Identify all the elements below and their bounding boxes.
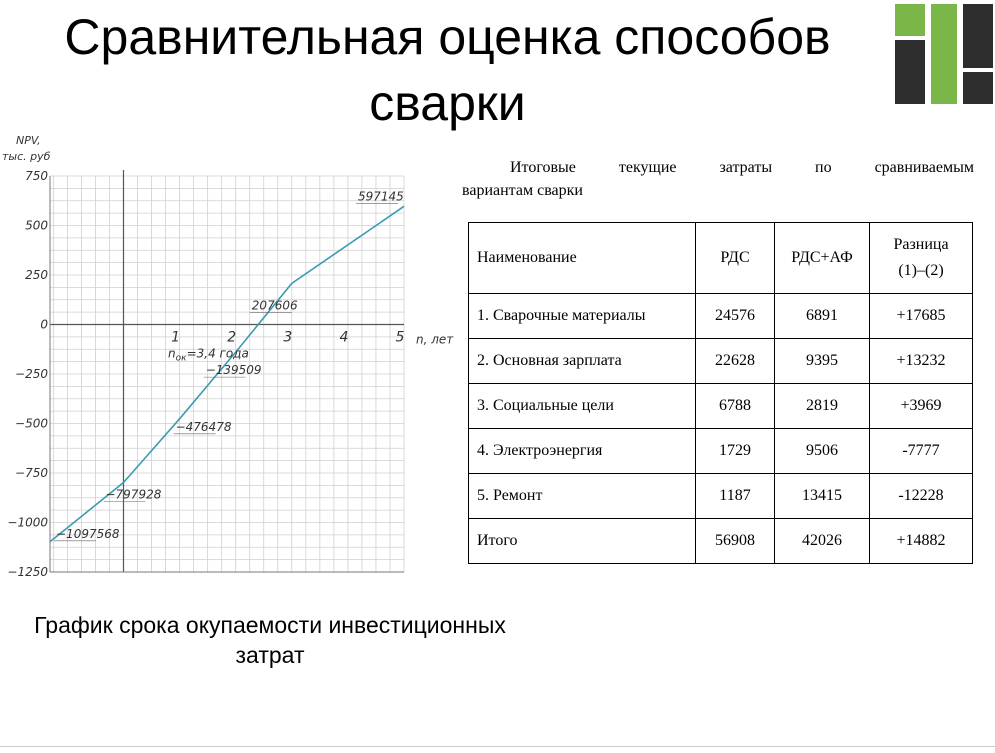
cell-rds-af: 6891 (775, 294, 870, 339)
logo-block-right-top (963, 4, 993, 68)
cell-name: 3. Социальные цели (469, 384, 696, 429)
institution-logo-icon (893, 2, 995, 106)
payback-label: $n_{ок}=3,4$ года (168, 346, 249, 364)
x-tick-label: 2 (227, 329, 237, 346)
cell-diff: +3969 (870, 384, 973, 429)
table-row (469, 339, 973, 384)
cell-rds-af: 42026 (775, 519, 870, 564)
cell-diff: +13232 (870, 339, 973, 384)
header-diff-line2: (1)–(2) (898, 262, 944, 279)
slide-title-line2: сварки (369, 75, 526, 131)
cell-diff: -7777 (870, 429, 973, 474)
cell-rds: 1729 (696, 429, 775, 474)
logo-block-left-top (895, 4, 925, 36)
y-tick-label: 0 (40, 317, 48, 332)
cell-name: 1. Сварочные материалы (469, 294, 696, 339)
y-tick-label: −500 (15, 416, 48, 431)
logo-block-middle (931, 4, 957, 104)
table-row-total (469, 519, 973, 564)
table-intro (462, 156, 974, 202)
table-row (469, 429, 973, 474)
slide-title (0, 4, 895, 136)
x-tick-label: 1 (171, 329, 181, 346)
cell-rds: 1187 (696, 474, 775, 519)
logo-block-left-bottom (895, 40, 925, 104)
cell-rds: 22628 (696, 339, 775, 384)
table-intro-line2: вариантам сварки (462, 182, 583, 199)
y-tick-label: −750 (15, 466, 48, 480)
cell-rds-af: 9506 (775, 429, 870, 474)
chart-caption (0, 610, 540, 670)
y-axis-label-line1: NPV, (16, 134, 41, 147)
y-tick-label: −250 (15, 367, 48, 381)
header-rds-af: РДС+АФ (775, 223, 870, 294)
y-axis-label-line2: тыс. руб (2, 150, 51, 163)
npv-data-label: −476478 (175, 419, 232, 434)
npv-data-label: −797928 (105, 487, 162, 502)
cell-rds-af: 2819 (775, 384, 870, 429)
slide-bottom-divider (0, 746, 995, 747)
y-tick-label: 250 (25, 268, 48, 282)
npv-data-label: 597145 (358, 189, 404, 204)
header-rds: РДС (696, 223, 775, 294)
cell-rds: 24576 (696, 294, 775, 339)
npv-payback-chart (0, 130, 460, 580)
x-axis-label: n, лет (416, 332, 454, 347)
y-tick-label: −1000 (7, 515, 48, 530)
cell-name: 4. Электроэнергия (469, 429, 696, 474)
table-row (469, 474, 973, 519)
y-tick-label: −1250 (7, 565, 48, 579)
logo-block-right-bottom (963, 72, 993, 104)
cell-rds-af: 9395 (775, 339, 870, 384)
header-diff-line1: Разница (893, 236, 949, 253)
npv-data-label: 207606 (251, 298, 298, 313)
cell-rds: 56908 (696, 519, 775, 564)
x-tick-label: 3 (283, 329, 293, 346)
chart-caption-line2: затрат (235, 642, 305, 668)
table-row (469, 294, 973, 339)
x-tick-label: 4 (339, 329, 349, 346)
cell-name: 5. Ремонт (469, 474, 696, 519)
slide-title-line1: Сравнительная оценка способов (64, 9, 831, 65)
table-intro-line1: Итоговые текущие затраты по сравниваемым (510, 159, 974, 176)
npv-data-label: −139509 (205, 363, 262, 378)
cell-rds-af: 13415 (775, 474, 870, 519)
cell-diff: +17685 (870, 294, 973, 339)
table-header-row (469, 223, 973, 294)
x-tick-label: 5 (395, 329, 405, 346)
chart-caption-line1: График срока окупаемости инвестиционных (34, 612, 506, 638)
cell-diff: +14882 (870, 519, 973, 564)
y-tick-label: 750 (25, 169, 48, 183)
costs-table (468, 222, 973, 564)
cell-rds: 6788 (696, 384, 775, 429)
table-row (469, 384, 973, 429)
header-name: Наименование (469, 223, 696, 294)
cell-diff: -12228 (870, 474, 973, 519)
header-diff (870, 223, 973, 294)
y-tick-label: 500 (25, 218, 48, 233)
cell-name: Итого (469, 519, 696, 564)
npv-data-label: −1097568 (56, 526, 120, 541)
cell-name: 2. Основная зарплата (469, 339, 696, 384)
